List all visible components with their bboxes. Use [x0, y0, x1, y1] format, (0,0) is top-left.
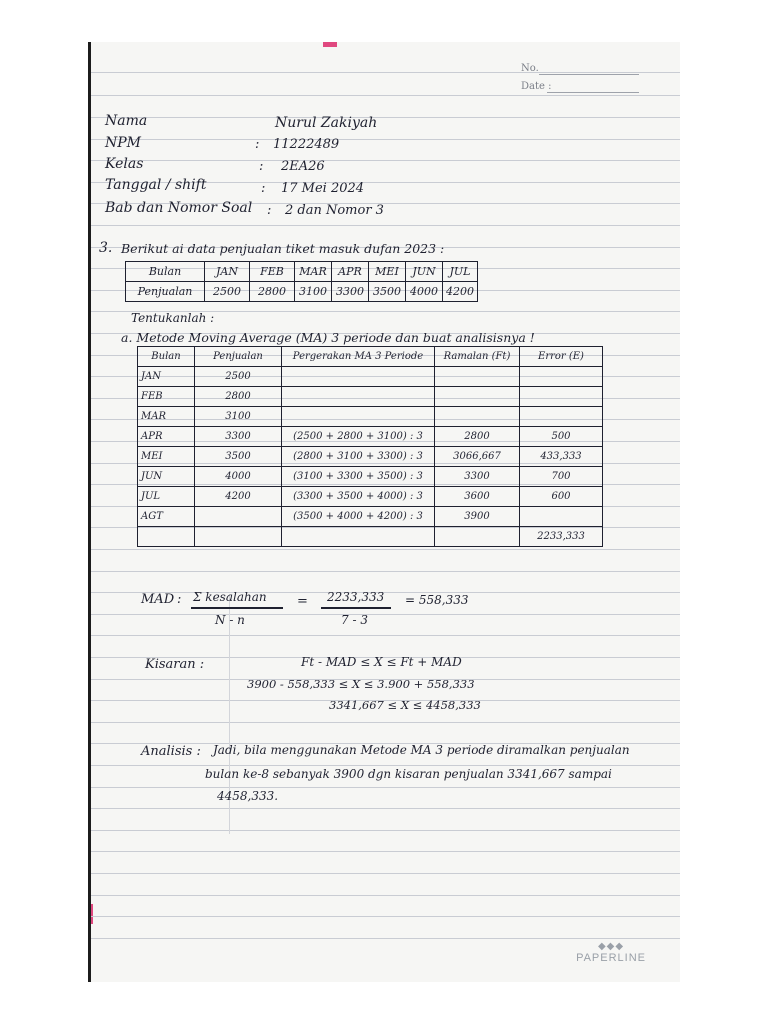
- bab-value: 2 dan Nomor 3: [285, 203, 384, 218]
- month-cell: JUN: [406, 262, 443, 282]
- month-cell: MAR: [295, 262, 332, 282]
- analisis-line-3: 4458,333.: [217, 789, 279, 803]
- ruled-line: [91, 851, 680, 852]
- month-cell: APR: [332, 262, 369, 282]
- table-header-row: [138, 347, 603, 367]
- tentukanlah: Tentukanlah :: [131, 311, 215, 325]
- ramalan-cell: 3900: [435, 507, 520, 527]
- ramalan-cell: [435, 387, 520, 407]
- mad-label: MAD: [141, 592, 175, 607]
- col-ramalan-header: Ramalan (Ft): [435, 347, 520, 367]
- ma-cell: [282, 387, 435, 407]
- error-cell: [520, 507, 603, 527]
- penjualan-cell: 3300: [195, 427, 282, 447]
- table-row: [138, 407, 603, 427]
- ruled-line: [91, 722, 680, 723]
- date-line: [547, 92, 639, 93]
- col-penjualan-header: Penjualan: [195, 347, 282, 367]
- no-line: [539, 74, 639, 75]
- penjualan-cell: 4000: [195, 467, 282, 487]
- sales-table-value-row: [126, 282, 478, 302]
- sales-cell: 3100: [295, 282, 332, 302]
- analisis-line-2: bulan ke-8 sebanyak 3900 dgn kisaran penjualan 3341,667 sampai: [205, 767, 612, 781]
- mad-numerator: Σ kesalahan: [193, 590, 267, 604]
- mad-equals: =: [297, 594, 308, 609]
- npm-value: 11222489: [273, 137, 340, 152]
- error-cell: 600: [520, 487, 603, 507]
- ruled-line: [91, 225, 680, 226]
- penjualan-cell: 2500: [195, 367, 282, 387]
- ramalan-cell: [435, 407, 520, 427]
- col-error-header: Error (E): [520, 347, 603, 367]
- table-row: [138, 487, 603, 507]
- sales-table: [125, 261, 478, 302]
- ramalan-cell: 3300: [435, 467, 520, 487]
- ruled-line: [91, 938, 680, 939]
- penjualan-cell: 3100: [195, 407, 282, 427]
- kelas-label: Kelas: [105, 156, 144, 172]
- bulan-cell: APR: [138, 427, 195, 447]
- ma-cell: (2500 + 2800 + 3100) : 3: [282, 427, 435, 447]
- error-cell: 700: [520, 467, 603, 487]
- table-row: [138, 507, 603, 527]
- kisaran-line-3: 3341,667 ≤ X ≤ 4458,333: [329, 698, 481, 712]
- paperline-logo: [576, 941, 646, 964]
- ma-cell: (3300 + 3500 + 4000) : 3: [282, 487, 435, 507]
- mad-colon: :: [177, 592, 182, 607]
- ruled-line: [91, 139, 680, 140]
- month-cell: MEI: [369, 262, 406, 282]
- sales-table-label: Penjualan: [126, 282, 205, 302]
- bulan-cell: JUN: [138, 467, 195, 487]
- col-ma-header: Pergerakan MA 3 Periode: [282, 347, 435, 367]
- table-body: [138, 367, 603, 547]
- sales-cell: 3500: [369, 282, 406, 302]
- table-row: [138, 527, 603, 547]
- kisaran-line-1: Ft - MAD ≤ X ≤ Ft + MAD: [301, 655, 462, 669]
- analisis-line-1: Jadi, bila menggunakan Metode MA 3 periode diramalkan penjualan: [213, 743, 630, 757]
- mad-result: = 558,333: [405, 593, 469, 607]
- ramalan-cell: 2800: [435, 427, 520, 447]
- nama-value: Nurul Zakiyah: [275, 115, 378, 131]
- ma-cell: [282, 527, 435, 547]
- npm-colon: :: [255, 137, 260, 152]
- penjualan-cell: [195, 507, 282, 527]
- date-label: Date :: [521, 81, 552, 92]
- ruled-line: [91, 614, 680, 615]
- bulan-cell: JAN: [138, 367, 195, 387]
- question-number: 3.: [99, 240, 113, 256]
- table-row: [138, 447, 603, 467]
- nama-label: Nama: [105, 113, 148, 129]
- sales-table-month-row: [126, 262, 478, 282]
- paperline-mark-icon: ◆◆◆: [597, 941, 625, 952]
- ramalan-cell: 3600: [435, 487, 520, 507]
- ramalan-cell: 3066,667: [435, 447, 520, 467]
- mad-value-denominator: 7 - 3: [341, 613, 368, 627]
- error-cell: 2233,333: [520, 527, 603, 547]
- bulan-cell: MEI: [138, 447, 195, 467]
- sales-cell: 3300: [332, 282, 369, 302]
- analisis-label: Analisis :: [141, 744, 201, 759]
- ramalan-cell: [435, 527, 520, 547]
- error-cell: 433,333: [520, 447, 603, 467]
- ma-cell: (3100 + 3300 + 3500) : 3: [282, 467, 435, 487]
- error-cell: [520, 367, 603, 387]
- ruled-line: [91, 160, 680, 161]
- tanggal-colon: :: [261, 181, 266, 196]
- mad-value-fraction-line: [321, 607, 391, 609]
- error-cell: 500: [520, 427, 603, 447]
- part-a: a. Metode Moving Average (MA) 3 periode dan buat analisisnya !: [121, 330, 535, 345]
- sales-cell: 4000: [406, 282, 443, 302]
- pink-tab-top: [323, 42, 337, 47]
- table-row: [138, 387, 603, 407]
- month-cell: FEB: [250, 262, 295, 282]
- month-cell: JUL: [443, 262, 478, 282]
- mad-value-numerator: 2233,333: [327, 590, 385, 604]
- error-cell: [520, 387, 603, 407]
- tanggal-label: Tanggal / shift: [105, 177, 207, 193]
- paperline-logo-text: PAPERLINE: [576, 952, 646, 964]
- ma-cell: (3500 + 4000 + 4200) : 3: [282, 507, 435, 527]
- penjualan-cell: [195, 527, 282, 547]
- bulan-cell: MAR: [138, 407, 195, 427]
- month-cell: JAN: [205, 262, 250, 282]
- sales-cell: 2500: [205, 282, 250, 302]
- kisaran-line-2: 3900 - 558,333 ≤ X ≤ 3.900 + 558,333: [247, 677, 475, 691]
- kelas-colon: :: [259, 159, 264, 174]
- ma-cell: [282, 367, 435, 387]
- bulan-cell: [138, 527, 195, 547]
- mad-fraction-line: [191, 607, 283, 609]
- mad-denominator: N - n: [215, 613, 245, 627]
- error-cell: [520, 407, 603, 427]
- bab-colon: :: [267, 203, 272, 218]
- moving-average-table: [137, 346, 603, 547]
- kisaran-label: Kisaran :: [145, 657, 205, 672]
- notebook-page: [88, 42, 680, 982]
- ruled-line: [91, 787, 680, 788]
- penjualan-cell: 4200: [195, 487, 282, 507]
- npm-label: NPM: [105, 135, 142, 151]
- sales-table-label: Bulan: [126, 262, 205, 282]
- pink-tab-left: [88, 904, 93, 924]
- ruled-line: [91, 549, 680, 550]
- ma-cell: [282, 407, 435, 427]
- question-intro: Berikut ai data penjualan tiket masuk dufan 2023 :: [121, 241, 445, 256]
- penjualan-cell: 3500: [195, 447, 282, 467]
- ruled-line: [91, 916, 680, 917]
- no-label: No.: [521, 63, 539, 74]
- kelas-value: 2EA26: [281, 159, 325, 174]
- ruled-line: [91, 72, 680, 73]
- bulan-cell: FEB: [138, 387, 195, 407]
- ruled-line: [91, 635, 680, 636]
- ma-cell: (2800 + 3100 + 3300) : 3: [282, 447, 435, 467]
- penjualan-cell: 2800: [195, 387, 282, 407]
- table-row: [138, 367, 603, 387]
- bulan-cell: JUL: [138, 487, 195, 507]
- ruled-line: [91, 830, 680, 831]
- table-row: [138, 467, 603, 487]
- col-bulan-header: Bulan: [138, 347, 195, 367]
- sales-cell: 2800: [250, 282, 295, 302]
- ruled-line: [91, 117, 680, 118]
- ramalan-cell: [435, 367, 520, 387]
- ruled-line: [91, 95, 680, 96]
- ruled-line: [91, 895, 680, 896]
- ruled-line: [91, 571, 680, 572]
- bab-label: Bab dan Nomor Soal: [105, 200, 253, 216]
- sales-cell: 4200: [443, 282, 478, 302]
- ruled-line: [91, 808, 680, 809]
- bulan-cell: AGT: [138, 507, 195, 527]
- tanggal-value: 17 Mei 2024: [281, 181, 365, 196]
- ruled-line: [91, 873, 680, 874]
- ruled-line: [91, 765, 680, 766]
- table-row: [138, 427, 603, 447]
